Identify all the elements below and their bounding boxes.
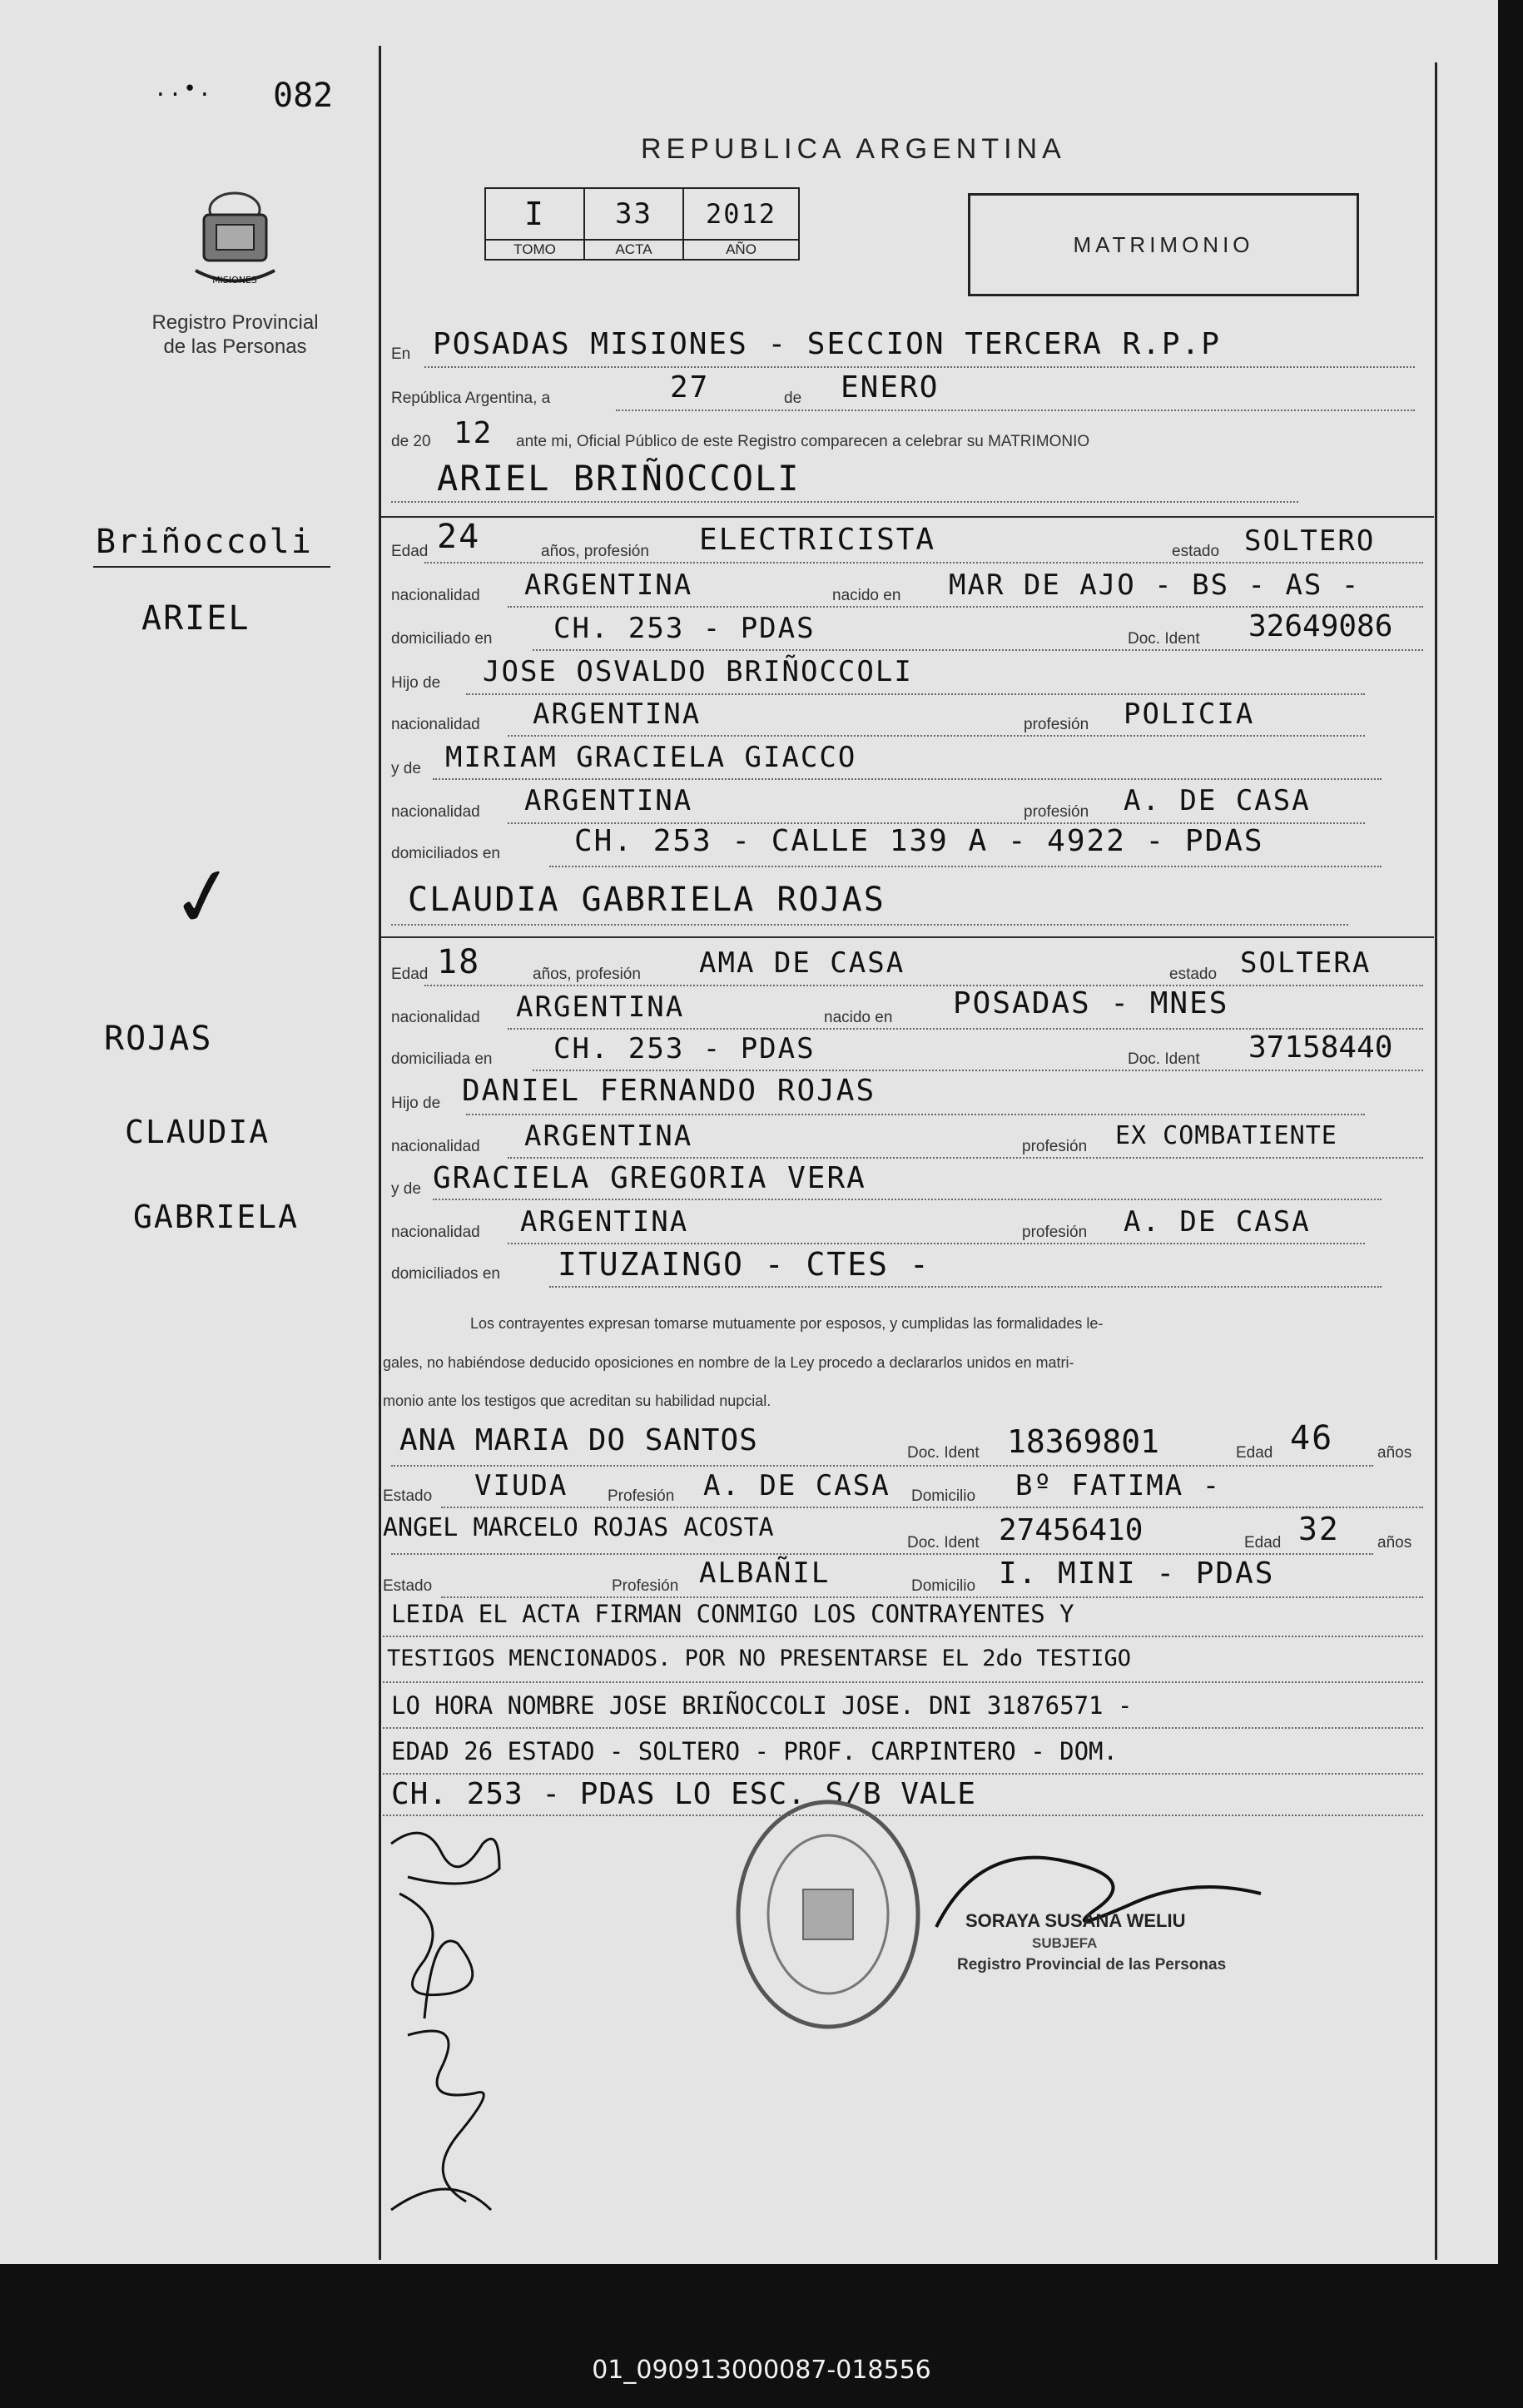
groom-nationality: ARGENTINA [524,568,693,602]
bride-status: SOLTERA [1240,946,1372,980]
official-name: SORAYA SUSANA WELIU [965,1910,1186,1931]
margin-bride-name2: GABRIELA [133,1199,300,1235]
bride-domiciliados-label: domiciliados en [391,1265,500,1283]
note-line4: EDAD 26 ESTADO - SOLTERO - PROF. CARPINTERO - DOM. [391,1737,1118,1765]
witness1-status: VIUDA [474,1469,568,1502]
year-prefix: de 20 [391,433,431,450]
official-title: SUBJEFA [1032,1935,1098,1951]
witness2-profession: ALBAÑIL [699,1557,831,1590]
groom-profession: ELECTRICISTA [699,523,936,557]
official-signature [928,1827,1286,1952]
witness1-name: ANA MARIA DO SANTOS [399,1423,758,1457]
acta-label: ACTA [584,240,683,260]
bride-mother-prof-label: profesión [1022,1224,1088,1241]
registry-logo [187,175,283,295]
witness2-age: 32 [1298,1511,1340,1547]
bride-domiciliada-label: domiciliada en [391,1050,493,1068]
groom-address: CH. 253 - PDAS [553,612,816,645]
bride-anos-profesion-label: años, profesión [533,966,641,983]
groom-father-nationality: ARGENTINA [533,698,702,731]
contrayentes-signatures [375,1819,524,2218]
witness1-estado-label: Estado [383,1487,433,1505]
groom-status: SOLTERO [1244,524,1376,558]
doc-type-box: MATRIMONIO [968,193,1359,296]
witness2-domicilio-label: Domicilio [911,1577,976,1595]
witness1-doc: 18369801 [1007,1423,1160,1460]
tomo-label: TOMO [485,240,584,260]
bride-address: CH. 253 - PDAS [553,1032,816,1065]
bride-edad-label: Edad [391,966,429,983]
bride-nacido-label: nacido en [824,1009,893,1026]
groom-father: JOSE OSVALDO BRIÑOCCOLI [483,655,913,688]
en-label: En [391,345,411,363]
witness2-estado-label: Estado [383,1577,433,1595]
margin-check: ✓ [166,837,241,951]
groom-y-de-label: y de [391,760,421,777]
republica-label: República Argentina, a [391,390,551,407]
groom-mother-nat-label: nacionalidad [391,803,480,821]
bride-mother-nationality: ARGENTINA [520,1205,689,1239]
bride-birthplace: POSADAS - MNES [953,986,1229,1020]
declaration-line1: Los contrayentes expresan tomarse mutuamente por esposos, y cumplidas las formalidades le- [470,1315,1104,1332]
groom-edad-label: Edad [391,543,429,560]
tomo-acta-ano-table [484,187,800,261]
registry-name [125,310,345,359]
groom-nacido-label: nacido en [832,587,901,604]
official-office: Registro Provincial de las Personas [957,1956,1227,1974]
groom-anos-profesion-label: años, profesión [541,543,649,560]
bride-doc-label: Doc. Ident [1128,1050,1200,1068]
groom-hijo-label: Hijo de [391,674,441,692]
tomo-value: I [485,188,584,240]
groom-father-profession: POLICIA [1124,698,1255,731]
bride-doc: 37158440 [1248,1030,1393,1065]
bride-mother-profession: A. DE CASA [1124,1205,1311,1239]
margin-groom-surname: Briñoccoli [96,523,313,561]
bride-father-nat-label: nacionalidad [391,1138,480,1155]
year-suffix: 12 [454,416,494,450]
bride-parents-address: ITUZAINGO - CTES - [558,1246,930,1283]
margin-bride-surname: ROJAS [104,1020,213,1058]
bride-age: 18 [437,943,481,981]
registry-name-line2: de las Personas [163,335,307,358]
witness1-profesion-label: Profesión [608,1487,675,1505]
witness1-anos-label: años [1377,1444,1412,1462]
right-border-line [1435,62,1437,2260]
groom-estado-label: estado [1172,543,1220,560]
bride-father-prof-label: profesión [1022,1138,1088,1155]
groom-father-nat-label: nacionalidad [391,716,480,733]
groom-domiciliado-label: domiciliado en [391,630,493,648]
note-line2: TESTIGOS MENCIONADOS. POR NO PRESENTARSE EL 2do TESTIGO [387,1646,1132,1671]
margin-bride-name1: CLAUDIA [125,1114,270,1150]
place: POSADAS MISIONES - SECCION TERCERA R.P.P [433,327,1221,361]
witness2-edad-label: Edad [1244,1534,1282,1552]
bride-nationality: ARGENTINA [516,991,685,1024]
margin-underline [93,566,330,568]
country-title: REPUBLICA ARGENTINA [641,133,1066,165]
witness2-doc: 27456410 [999,1513,1143,1547]
witness1-edad-label: Edad [1236,1444,1273,1462]
groom-mother-prof-label: profesión [1024,803,1089,821]
declaration-line3: monio ante los testigos que acreditan su habilidad nupcial. [383,1393,771,1409]
ano-label: AÑO [683,240,799,260]
bride-hijo-label: Hijo de [391,1095,441,1112]
note-line1: LEIDA EL ACTA FIRMAN CONMIGO LOS CONTRAYENTES Y [391,1600,1074,1628]
note-line5: CH. 253 - PDAS LO ESC. S/B VALE [391,1777,976,1811]
witness2-doc-label: Doc. Ident [907,1534,980,1552]
groom-father-prof-label: profesión [1024,716,1089,733]
acta-value: 33 [584,188,683,240]
bride-estado-label: estado [1169,966,1218,983]
bride-father: DANIEL FERNANDO ROJAS [462,1074,876,1108]
witness2-name: ANGEL MARCELO ROJAS ACOSTA [383,1513,774,1542]
groom-nacionalidad-label: nacionalidad [391,587,480,604]
groom-mother-nationality: ARGENTINA [524,784,693,817]
bride-nacionalidad-label: nacionalidad [391,1009,480,1026]
registry-name-line1: Registro Provincial [151,311,319,334]
ano-value: 2012 [683,188,799,240]
margin-groom-name: ARIEL [141,599,251,638]
witness2-anos-label: años [1377,1534,1412,1552]
groom-doc-label: Doc. Ident [1128,630,1200,648]
bride-father-profession: EX COMBATIENTE [1115,1121,1337,1150]
scan-footer: 01_090913000087-018556 [592,2356,931,2385]
groom-mother: MIRIAM GRACIELA GIACCO [445,741,857,774]
page-dots: ..•. [154,77,213,102]
official-stamp [728,1794,928,2035]
groom-birthplace: MAR DE AJO - BS - AS - [949,568,1361,602]
de-label: de [784,390,802,407]
day: 27 [670,370,710,405]
bride-mother-nat-label: nacionalidad [391,1224,480,1241]
groom-age: 24 [437,518,481,556]
bride-full-name: CLAUDIA GABRIELA ROJAS [408,881,886,919]
groom-full-name: ARIEL BRIÑOCCOLI [437,458,801,499]
witness1-doc-label: Doc. Ident [907,1444,980,1462]
declaration-line2: gales, no habiéndose deducido oposiciones en nombre de la Ley procedo a declararlos unidos en matri- [383,1354,1074,1371]
month: ENERO [841,370,940,405]
groom-domiciliados-label: domiciliados en [391,845,500,862]
witness2-profesion-label: Profesión [612,1577,679,1595]
bride-father-nationality: ARGENTINA [524,1120,693,1153]
logo-text: MISIONES [212,275,257,285]
note-line3: LO HORA NOMBRE JOSE BRIÑOCCOLI JOSE. DNI 31876571 - [391,1691,1133,1720]
witness2-address: I. MINI - PDAS [999,1557,1275,1591]
bride-profession: AMA DE CASA [699,946,905,980]
intro-sentence: ante mi, Oficial Público de este Registro comparecen a celebrar su MATRIMONIO [516,433,1090,450]
bride-y-de-label: y de [391,1180,421,1198]
bride-mother: GRACIELA GREGORIA VERA [433,1161,866,1195]
witness1-address: Bº FATIMA - [1015,1469,1222,1502]
groom-parents-address: CH. 253 - CALLE 139 A - 4922 - PDAS [574,824,1264,858]
witness1-profession: A. DE CASA [703,1469,890,1502]
witness1-age: 46 [1290,1419,1334,1457]
witness1-domicilio-label: Domicilio [911,1487,976,1505]
groom-doc: 32649086 [1248,609,1393,643]
page-number: 082 [273,77,334,115]
groom-mother-profession: A. DE CASA [1124,784,1311,817]
